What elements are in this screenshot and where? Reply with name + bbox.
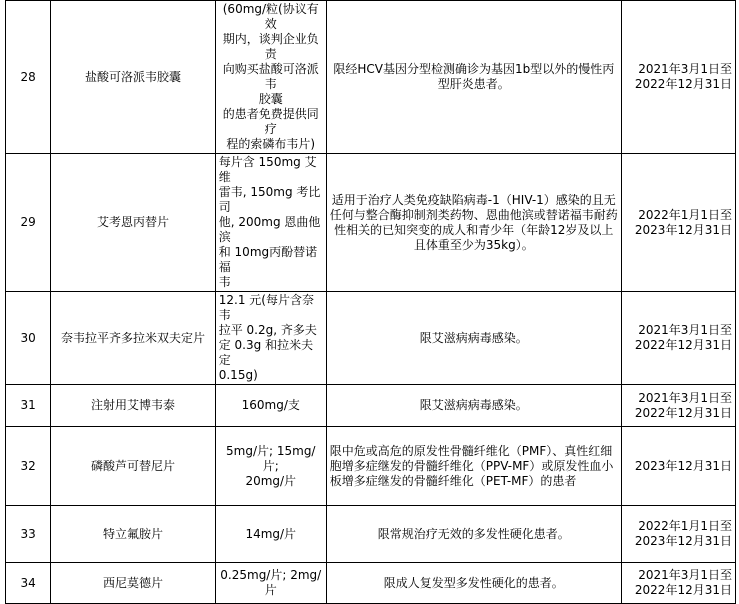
row-number: 32 bbox=[6, 427, 51, 506]
drug-name: 注射用艾博韦泰 bbox=[51, 385, 216, 427]
table-row bbox=[6, 427, 736, 506]
period-start: 2021年3月1日至 bbox=[638, 390, 732, 405]
period-end: 2022年12月31日 bbox=[634, 405, 732, 420]
drug-name: 盐酸可洛派韦胶囊 bbox=[51, 1, 216, 154]
row-number: 31 bbox=[6, 385, 51, 427]
row-number: 29 bbox=[6, 154, 51, 292]
period-end: 2023年12月31日 bbox=[634, 534, 732, 548]
payment-scope: 限常规治疗无效的多发性硬化患者。 bbox=[326, 506, 621, 563]
table-row bbox=[6, 385, 736, 427]
agreement-period bbox=[621, 292, 735, 385]
drug-spec: 0.25mg/片; 2mg/片 bbox=[215, 563, 326, 604]
drug-spec: 12.1 元(每片含奈韦 拉平 0.2g, 齐多夫 定 0.3g 和拉米夫定 0.15g) bbox=[215, 292, 326, 385]
drug-name: 磷酸芦可替尼片 bbox=[51, 427, 216, 506]
table-row bbox=[6, 563, 736, 604]
table-row bbox=[6, 506, 736, 563]
drug-table bbox=[5, 0, 736, 604]
payment-scope: 限艾滋病病毒感染。 bbox=[326, 292, 621, 385]
row-number: 34 bbox=[6, 563, 51, 604]
period-start: 2021年3月1日至 bbox=[638, 323, 732, 337]
agreement-period bbox=[621, 1, 735, 154]
payment-scope: 限艾滋病病毒感染。 bbox=[326, 385, 621, 427]
payment-scope: 限经HCV基因分型检测确诊为基因1b型以外的慢性丙型肝炎患者。 bbox=[326, 1, 621, 154]
agreement-period bbox=[621, 385, 735, 427]
drug-name: 艾考恩丙替片 bbox=[51, 154, 216, 292]
table-row bbox=[6, 1, 736, 154]
agreement-period bbox=[621, 563, 735, 604]
period-end: 2022年12月31日 bbox=[634, 77, 732, 91]
period-start: 2021年3月1日至 bbox=[638, 568, 732, 582]
period-end: 2023年12月31日 bbox=[634, 222, 732, 237]
drug-spec: 每片含 150mg 艾维 雷韦, 150mg 考比司 他, 200mg 恩曲他滨 和 10mg丙酚替诺福 韦 bbox=[215, 154, 326, 292]
period-start: 2021年3月1日至 bbox=[638, 62, 732, 76]
payment-scope: 适用于治疗人类免疫缺陷病毒-1（HIV-1）感染的且无任何与整合酶抑制剂类药物、恩曲他滨或替诺福韦耐药性相关的已知突变的成人和青少年（年龄12岁及以上且体重至少为35kg）。 bbox=[326, 154, 621, 292]
row-number: 30 bbox=[6, 292, 51, 385]
drug-spec: 5mg/片; 15mg/片; 20mg/片 bbox=[215, 427, 326, 506]
agreement-period bbox=[621, 506, 735, 563]
period-start: 2022年1月1日至 bbox=[638, 519, 732, 533]
drug-spec: 14mg/片 bbox=[215, 506, 326, 563]
row-number: 28 bbox=[6, 1, 51, 154]
drug-spec: 160mg/支 bbox=[215, 385, 326, 427]
drug-spec: (60mg/粒(协议有效 期内，谈判企业负责 向购买盐酸可洛派韦 胶囊 的患者免费提供同疗 程的索磷布韦片) bbox=[215, 1, 326, 154]
drug-name: 特立氟胺片 bbox=[51, 506, 216, 563]
payment-scope: 限中危或高危的原发性骨髓纤维化（PMF）、真性红细胞增多症继发的骨髓纤维化（PPV-MF）或原发性血小板增多症继发的骨髓纤维化（PET-MF）的患者 bbox=[326, 427, 621, 506]
drug-name: 西尼莫德片 bbox=[51, 563, 216, 604]
table-row bbox=[6, 154, 736, 292]
payment-scope: 限成人复发型多发性硬化的患者。 bbox=[326, 563, 621, 604]
period-end: 2022年12月31日 bbox=[634, 583, 732, 597]
drug-name: 奈韦拉平齐多拉米双夫定片 bbox=[51, 292, 216, 385]
period-start: 2023年12月31日 bbox=[634, 458, 732, 473]
agreement-period bbox=[621, 154, 735, 292]
period-start: 2022年1月1日至 bbox=[638, 207, 732, 222]
agreement-period bbox=[621, 427, 735, 506]
period-end: 2022年12月31日 bbox=[634, 338, 732, 352]
row-number: 33 bbox=[6, 506, 51, 563]
table-row bbox=[6, 292, 736, 385]
